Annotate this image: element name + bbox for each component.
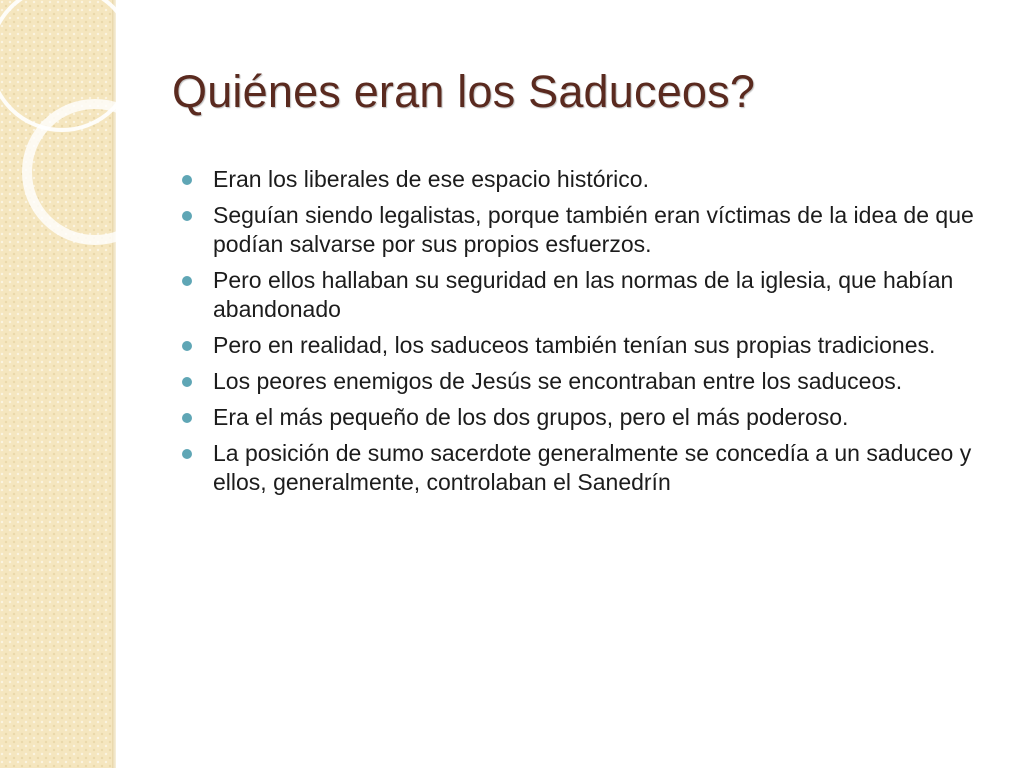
list-item <box>182 331 992 360</box>
bullet-text: Eran los liberales de ese espacio histórico. <box>213 166 649 192</box>
decorative-rings-icon <box>0 0 170 260</box>
lower-ring <box>27 104 163 240</box>
bullet-dot-icon <box>182 175 192 185</box>
list-item <box>182 201 992 259</box>
bullet-list <box>182 165 992 504</box>
bullet-text: Los peores enemigos de Jesús se encontraban entre los saduceos. <box>213 368 903 394</box>
bullet-dot-icon <box>182 211 192 221</box>
bullet-dot-icon <box>182 341 192 351</box>
bullet-dot-icon <box>182 413 192 423</box>
list-item <box>182 266 992 324</box>
bullet-text: La posición de sumo sacerdote generalmente se concedía a un saduceo y ellos, generalmente, controlaban el Sanedrín <box>213 440 972 495</box>
bullet-dot-icon <box>182 449 192 459</box>
bullet-text: Pero ellos hallaban su seguridad en las normas de la iglesia, que habían abandonado <box>213 267 954 322</box>
list-item <box>182 165 992 194</box>
list-item <box>182 403 992 432</box>
list-item <box>182 367 992 396</box>
bullet-text: Seguían siendo legalistas, porque también eran víctimas de la idea de que podían salvarse por sus propios esfuerzos. <box>213 202 974 257</box>
bullet-dot-icon <box>182 377 192 387</box>
bullet-text: Era el más pequeño de los dos grupos, pero el más poderoso. <box>213 404 849 430</box>
bullet-text: Pero en realidad, los saduceos también tenían sus propias tradiciones. <box>213 332 936 358</box>
bullet-dot-icon <box>182 276 192 286</box>
list-item <box>182 439 992 497</box>
slide-title: Quiénes eran los Saduceos? <box>172 66 756 117</box>
